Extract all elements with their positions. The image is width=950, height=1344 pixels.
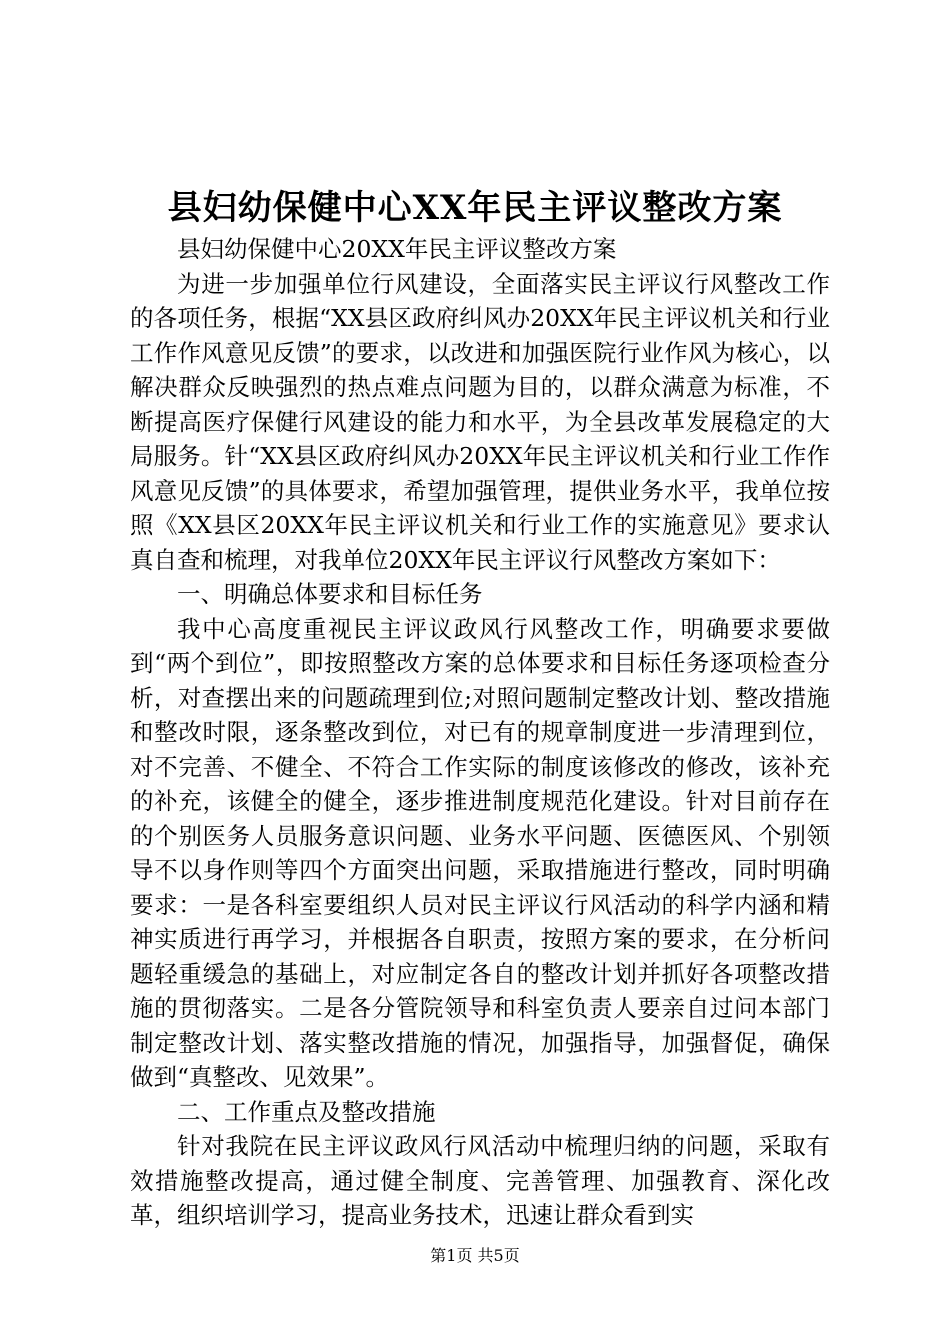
section-heading-2: 二、工作重点及整改措施 bbox=[177, 1097, 436, 1126]
section-1-paragraph: 我中心高度重视民主评议政风行风整改工作，明确要求要做到“两个到位”，即按照整改方案的总体要求和目标任务逐项检查分析，对查摆出来的问题疏理到位;对照问题制定整改计划、整改措施和整改时限，逐条整改到位，对已有的规章制度进一步清理到位，对不完善、不健全、不符合工作实际的制度该修改的修改，该补充的补充，该健全的健全，逐步推进制度规范化建设。针对目前存在的个别医务人员服务意识问题、业务水平问题、医德医风、个别领导不以身作则等四个方面突出问题，采取措施进行整改，同时明确要求：一是各科室要组织人员对民主评议行风活动的科学内涵和精神实质进行再学习，并根据各自职责，按照方案的要求，在分析问题轻重缓急的基础上，对应制定各自的整改计划并抓好各项整改措施的贯彻落实。二是各分管院领导和科室负责人要亲自过问本部门制定整改计划、落实整改措施的情况，加强指导，加强督促，确保做到“真整改、见效果”。 bbox=[130, 614, 830, 1091]
subtitle-paragraph: 县妇幼保健中心20XX年民主评议整改方案 bbox=[177, 235, 617, 263]
section-2-paragraph: 针对我院在民主评议政风行风活动中梳理归纳的问题，采取有效措施整改提高，通过健全制度、完善管理、加强教育、深化改革，组织培训学习，提高业务技术，迅速让群众看到实 bbox=[130, 1132, 830, 1229]
intro-paragraph: 为进一步加强单位行风建设，全面落实民主评议行风整改工作的各项任务，根据“XX县区政府纠风办20XX年民主评议机关和行业工作作风意见反馈”的要求，以改进和加强医院行业作风为核心，以解决群众反映强烈的热点难点问题为目的，以群众满意为标准，不断提高医疗保健行风建设的能力和水平，为全县改革发展稳定的大局服务。针“XX县区政府纠风办20XX年民主评议机关和行业工作作风意见反馈”的具体要求，希望加强管理，提供业务水平，我单位按照《XX县区20XX年民主评议机关和行业工作的实施意见》要求认真自查和梳理，对我单位20XX年民主评议行风整改方案如下： bbox=[130, 269, 830, 574]
document-title: 县妇幼保健中心XX年民主评议整改方案 bbox=[167, 188, 783, 228]
document-body bbox=[130, 232, 830, 1233]
section-heading-1: 一、明确总体要求和目标任务 bbox=[177, 580, 483, 608]
page-number-footer: 第1页 共5页 bbox=[430, 1246, 520, 1265]
